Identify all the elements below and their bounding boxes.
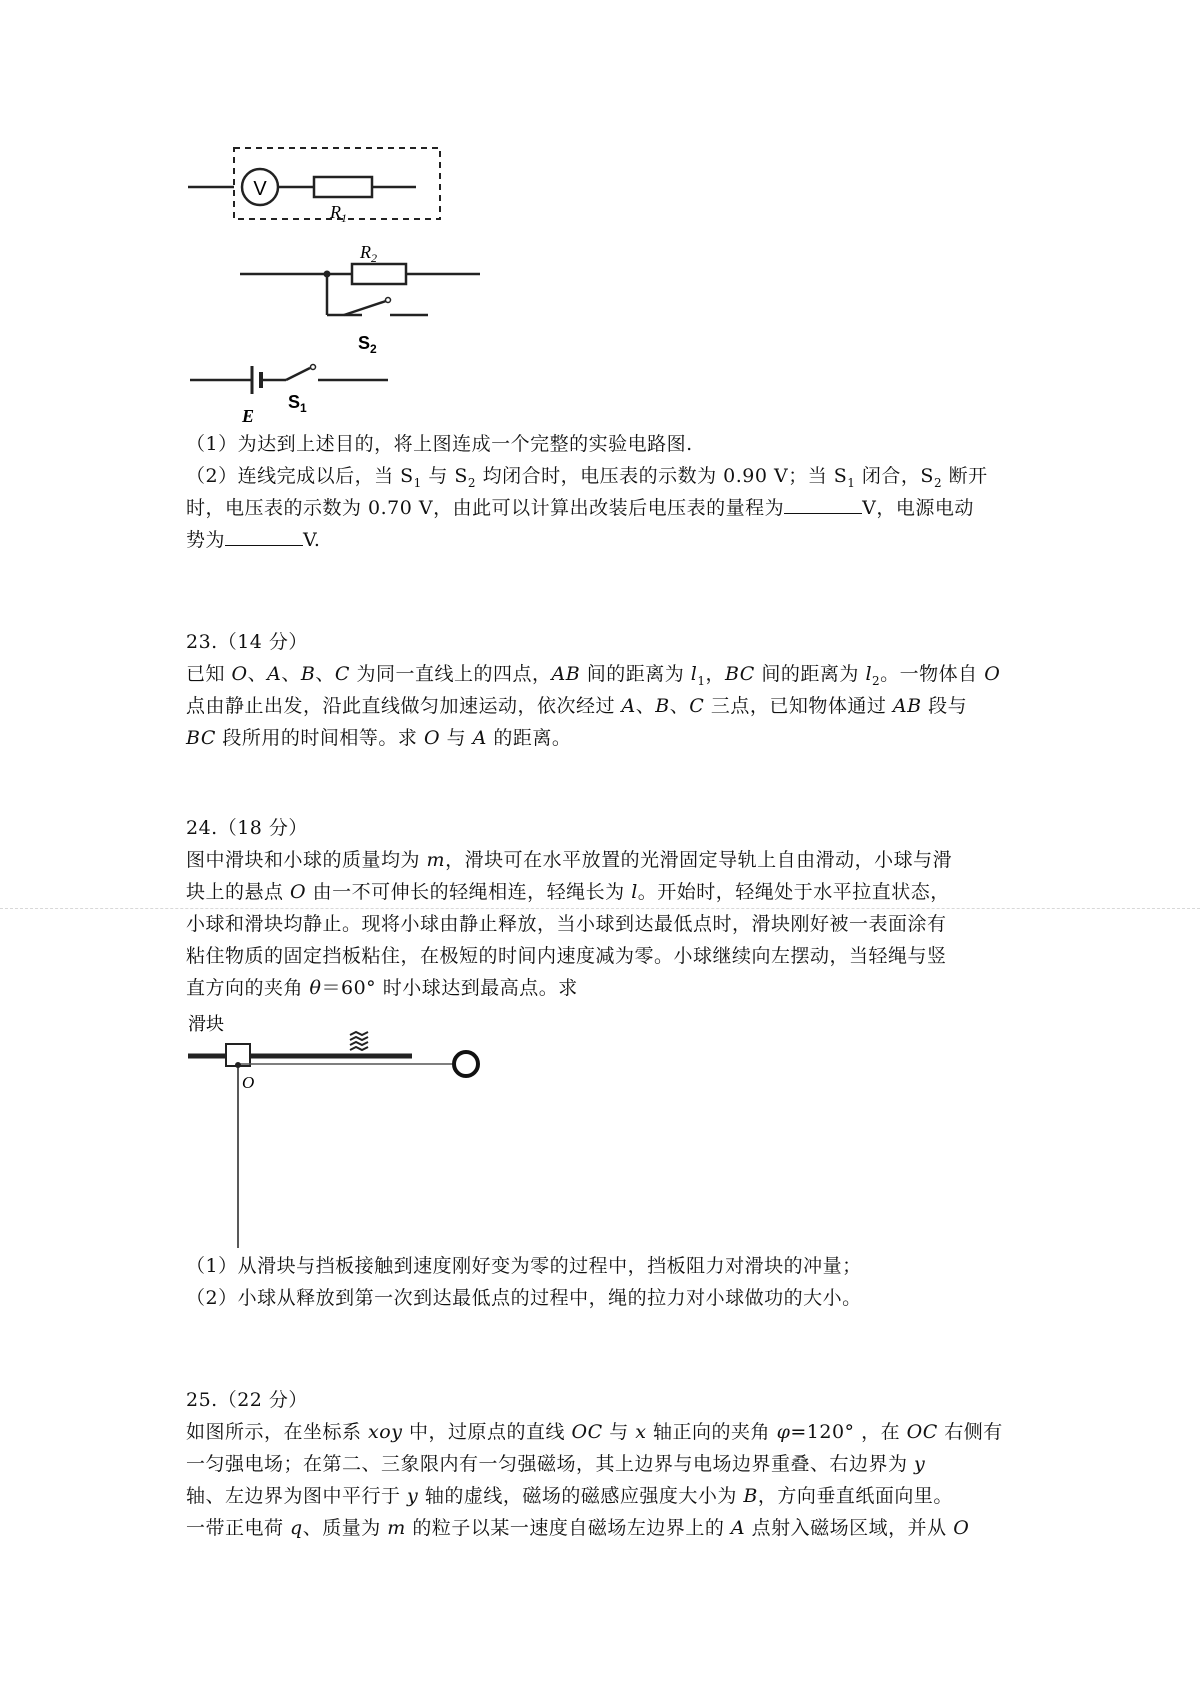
s1-label: $S_1$ bbox=[288, 392, 307, 415]
switch-s1-blade bbox=[286, 368, 310, 380]
q25-line4: 一带正电荷 q、质量为 m 的粒子以某一速度自磁场左边界上的 A 点射入磁场区域，并从 O bbox=[186, 1517, 970, 1539]
q24-line1: 图中滑块和小球的质量均为 m，滑块可在水平放置的光滑固定导轨上自由滑动，小球与滑 bbox=[186, 849, 953, 871]
q23-line2: 点由静止出发，沿此直线做匀加速运动，依次经过 A、B、C 三点，已知物体通过 AB 段与 bbox=[186, 695, 968, 717]
q25-line2: 一匀强电场；在第二、三象限内有一匀强磁场，其上边界与电场边界重叠、右边界为 y bbox=[186, 1453, 926, 1475]
voltmeter-label: V bbox=[253, 178, 267, 200]
e-label: E bbox=[242, 406, 255, 426]
q24-sub1: （1）从滑块与挡板接触到速度刚好变为零的过程中，挡板阻力对滑块的冲量； bbox=[186, 1255, 862, 1277]
q25-header: 25.（22 分） bbox=[186, 1389, 308, 1411]
answer-blank-emf bbox=[225, 525, 303, 546]
resistor-r2 bbox=[352, 264, 406, 284]
circuit-diagram bbox=[180, 140, 530, 430]
r1-label: $R_1$ bbox=[330, 202, 347, 225]
pivot-o-label: O bbox=[242, 1073, 255, 1092]
q24-sub2: （2）小球从释放到第一次到达最低点的过程中，绳的拉力对小球做功的大小。 bbox=[186, 1287, 862, 1309]
q24-line4: 粘住物质的固定挡板粘住，在极短的时间内速度减为零。小球继续向左摆动，当轻绳与竖 bbox=[186, 945, 947, 967]
s2-label: $S_2$ bbox=[358, 333, 377, 356]
baffle-icon bbox=[350, 1032, 368, 1050]
q22-part2-line1: （2）连线完成以后，当 $S_1$ 与 $S_2$ 均闭合时，电压表的示数为 0.90 V；当 $S_1$ 闭合，$S_2$ 断开 bbox=[186, 465, 988, 490]
slider-label: 滑块 bbox=[188, 1014, 224, 1035]
q23-line3: BC 段所用的时间相等。求 O 与 A 的距离。 bbox=[186, 727, 572, 749]
q25-line1: 如图所示，在坐标系 xoy 中，过原点的直线 OC 与 x 轴正向的夹角 φ=120° ，在 OC 右侧有 bbox=[186, 1421, 1003, 1443]
pendulum-diagram bbox=[180, 1002, 510, 1252]
q24-header: 24.（18 分） bbox=[186, 817, 308, 839]
switch-s2-blade bbox=[344, 301, 386, 315]
q23-line1: 已知 O、A、B、C 为同一直线上的四点，AB 间的距离为 $l_1$，BC 间的距离为 $l_2$。一物体自 O bbox=[186, 663, 1001, 688]
q22-part1: （1）为达到上述目的，将上图连成一个完整的实验电路图. bbox=[186, 433, 693, 455]
r2-label: $R_2$ bbox=[360, 242, 377, 265]
q24-line2: 块上的悬点 O 由一不可伸长的轻绳相连，轻绳长为 l。开始时，轻绳处于水平拉直状态， bbox=[186, 881, 950, 903]
ball-icon bbox=[454, 1052, 478, 1076]
answer-blank-range bbox=[784, 493, 862, 514]
q25-line3: 轴、左边界为图中平行于 y 轴的虚线，磁场的磁感应强度大小为 B，方向垂直纸面向里。 bbox=[186, 1485, 953, 1507]
resistor-r1 bbox=[314, 177, 372, 197]
q24-line3: 小球和滑块均静止。现将小球由静止释放，当小球到达最低点时，滑块刚好被一表面涂有 bbox=[186, 913, 947, 935]
q24-line5: 直方向的夹角 θ＝60° 时小球达到最高点。求 bbox=[186, 977, 578, 999]
q23-header: 23.（14 分） bbox=[186, 631, 308, 653]
q22-part2-line2: 时，电压表的示数为 0.70 V，由此可以计算出改装后电压表的量程为 V，电源电动 bbox=[186, 492, 1016, 524]
q22-part2-line3: 势为 V. bbox=[186, 524, 1016, 556]
